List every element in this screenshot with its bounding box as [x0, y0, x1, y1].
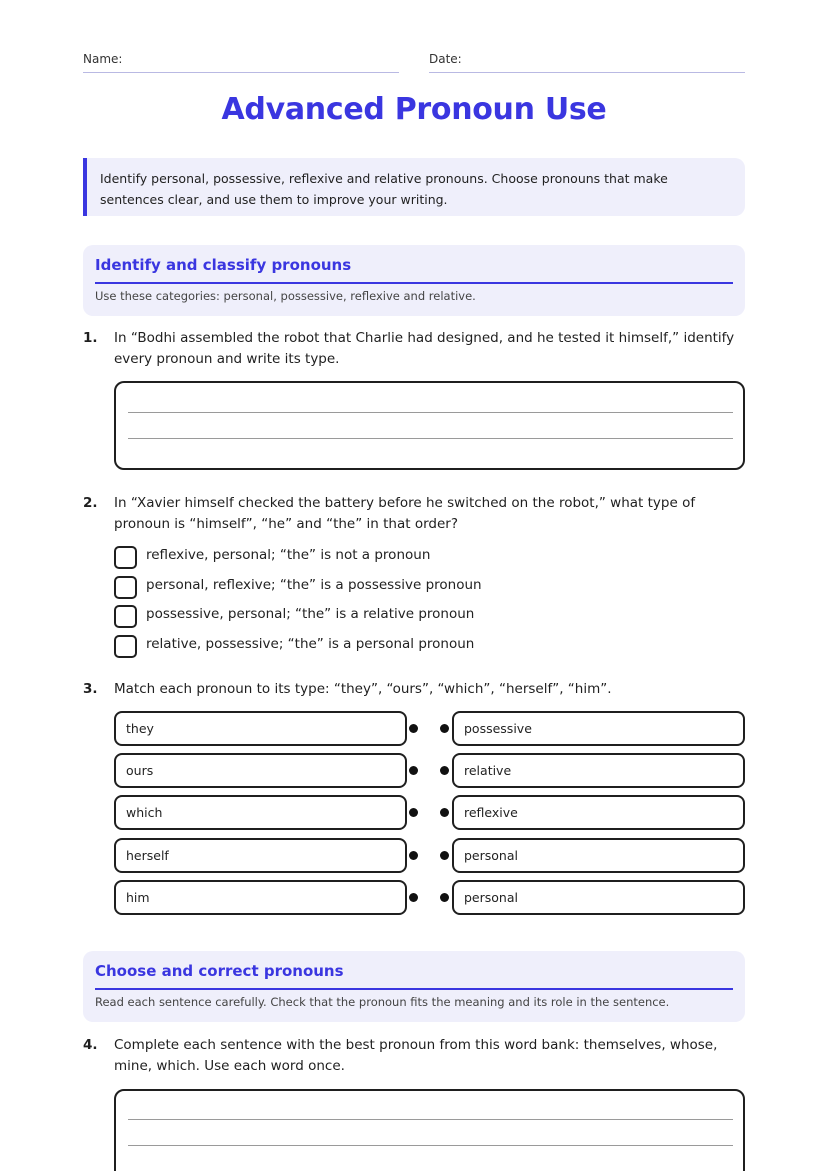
match-left-item: which: [114, 795, 407, 830]
question-number: 3.: [83, 681, 98, 697]
checkbox[interactable]: [114, 576, 137, 599]
answer-box-4[interactable]: [114, 1089, 745, 1171]
match-right-item: reflexive: [452, 795, 745, 830]
match-right-item: possessive: [452, 711, 745, 746]
page-title: Advanced Pronoun Use: [221, 92, 607, 127]
answer-line: [128, 1119, 733, 1120]
section-note: Use these categories: personal, possessive, reflexive and relative.: [95, 289, 476, 303]
answer-line: [128, 438, 733, 439]
connector-dot[interactable]: [440, 766, 449, 775]
match-right-item: relative: [452, 753, 745, 788]
connector-dot[interactable]: [440, 851, 449, 860]
connector-dot[interactable]: [409, 893, 418, 902]
question-number: 1.: [83, 330, 98, 346]
choice-label: possessive, personal; “the” is a relative pronoun: [146, 606, 475, 622]
connector-dot[interactable]: [409, 724, 418, 733]
section-title: Choose and correct pronouns: [95, 962, 344, 980]
question-text: In “Xavier himself checked the battery before he switched on the robot,” what type of pronoun is “himself”, “he” and “the” in that order?: [114, 495, 696, 532]
intro-callout: Identify personal, possessive, reflexive and relative pronouns. Choose pronouns that make sentences clear, and use them to improve your writing.: [83, 158, 745, 216]
match-left-item: herself: [114, 838, 407, 873]
checkbox[interactable]: [114, 635, 137, 658]
date-label: Date:: [429, 52, 462, 66]
choice-option[interactable]: [114, 634, 745, 658]
question-number: 2.: [83, 495, 98, 511]
section-title: Identify and classify pronouns: [95, 256, 352, 274]
connector-dot[interactable]: [409, 766, 418, 775]
choice-label: personal, reflexive; “the” is a possessive pronoun: [146, 577, 482, 593]
connector-dot[interactable]: [440, 893, 449, 902]
match-row: [114, 795, 745, 830]
choice-option[interactable]: [114, 545, 745, 569]
section-divider: [95, 282, 733, 284]
match-right-item: personal: [452, 880, 745, 915]
section-choose: [83, 951, 745, 1022]
choice-label: reflexive, personal; “the” is not a pronoun: [146, 547, 431, 563]
match-row: [114, 711, 745, 746]
choice-label: relative, possessive; “the” is a personal pronoun: [146, 636, 475, 652]
date-field[interactable]: [429, 52, 745, 73]
choice-option[interactable]: [114, 604, 745, 628]
name-label: Name:: [83, 52, 123, 66]
section-note: Read each sentence carefully. Check that the pronoun fits the meaning and its role in the sentence.: [95, 995, 670, 1009]
match-left-item: they: [114, 711, 407, 746]
connector-dot[interactable]: [440, 724, 449, 733]
match-right-item: personal: [452, 838, 745, 873]
question-number: 4.: [83, 1037, 98, 1053]
question-text: Complete each sentence with the best pronoun from this word bank: themselves, whose, mine, which. Use each word once.: [114, 1037, 718, 1074]
connector-dot[interactable]: [409, 808, 418, 817]
header-fields: [83, 52, 745, 74]
answer-line: [128, 1145, 733, 1146]
question-text: Match each pronoun to its type: “they”, “ours”, “which”, “herself”, “him”.: [114, 681, 612, 697]
name-field[interactable]: [83, 52, 399, 73]
connector-dot[interactable]: [440, 808, 449, 817]
answer-box-1[interactable]: [114, 381, 745, 470]
checkbox[interactable]: [114, 546, 137, 569]
section-divider: [95, 988, 733, 990]
match-left-item: ours: [114, 753, 407, 788]
match-row: [114, 838, 745, 873]
connector-dot[interactable]: [409, 851, 418, 860]
question-text: In “Bodhi assembled the robot that Charlie had designed, and he tested it himself,” identify every pronoun and write its type.: [114, 330, 735, 367]
match-left-item: him: [114, 880, 407, 915]
match-row: [114, 753, 745, 788]
checkbox[interactable]: [114, 605, 137, 628]
choice-option[interactable]: [114, 575, 745, 599]
match-row: [114, 880, 745, 915]
section-identify: [83, 245, 745, 316]
answer-line: [128, 412, 733, 413]
